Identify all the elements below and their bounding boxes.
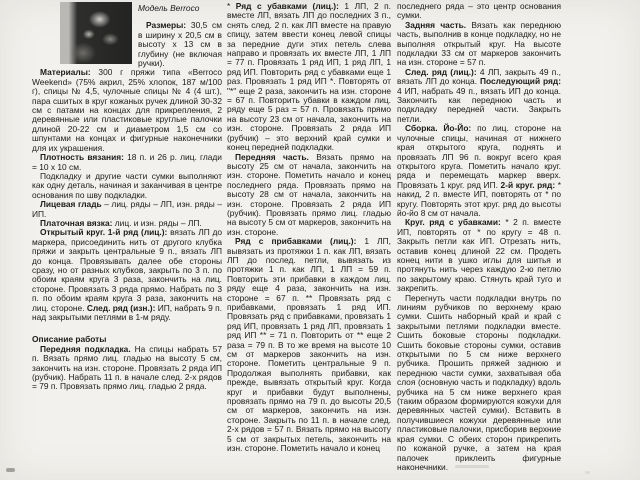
- photo-caption: Модель Berroco: [138, 3, 200, 13]
- column-3-text: [397, 2, 561, 472]
- paragraph: Открытый круг. 1-й ряд (лиц.): вязать ЛП до маркера, присоединить нить от другого клубка пряжи и закрыть центральные 9 п., вязать ЛП до конца. Провязывать далее обе стороны сразу, но от разных клубков, закрыть по 3 п. по обоим краям круга 3 раза, закончить на лиц. стороне. Провязать 3 ряда прямо. Набрать по 3 п. по обоим краям круга 3 раза, закончить на лиц. стороне. След. ряд (изн.): ИП, набрать 9 п. над закрытыми петлями в 1-м ряду.: [32, 227, 223, 322]
- paragraph: Круг. ряд с убавками: * 2 п. вместе ИП, повторять от * по кругу = 48 п. Закрыть петли как ИП. Отрезать нить, оставив конец длиной 22 см. Продеть конец нити в ушко иглы для шитья и протянуть нить через каждую 2-ю петлю по закрытому краю. Стянуть край туго и закрепить.: [397, 217, 561, 294]
- paragraph: След. ряд (лиц.): 4 ЛП, закрыть 49 п., вязать ЛП до конца. Последующий ряд: 4 ИП, набрать 49 п., вязать ИП до конца. Закончить как переднюю часть и подкладку передней части. Закрыть петли.: [397, 66, 562, 124]
- section-heading: Описание работы: [32, 334, 107, 345]
- column-3: [397, 2, 561, 472]
- paragraph: Передняя подкладка. На спицы набрать 57 п. Вязать прямо лиц. гладью на высоту 5 см, закончить на изн. стороне. Провязать 2 ряда ИП (рубчик). Набрать 11 п. в начале след. 2-х рядов = 79 п. Провязать прямо лиц. гладью 2 ряда.: [32, 343, 222, 392]
- scan-artifact: [455, 465, 489, 468]
- paragraph: Задняя часть. Вязать как переднюю часть, выполнив в конце подкладку, но не выполняя открытый круг. На высоте подкладки 33 см от маркеров закончить на изн. стороне = 57 п.: [397, 19, 561, 68]
- column-1-text: [32, 21, 222, 391]
- bag-photo: [60, 2, 132, 64]
- paragraph: * Ряд с убавками (лиц.): 1 ЛП, 2 п. вместе ЛП, вязать ЛП до последних 3 п., снять след. 2 п. как ЛП вместе на правую спицу, затем ввести конец левой спицы за передние дуги этих петель слева направо и провязать их вместе ЛП, 1 ЛП = 77 п. Провязать 1 ряд ИП, 1 ряд ЛП, 1 ряд ИП. Повторить ряд с убавками еще 1 раз. Провязать 1 ряд ИП *. Повторять от "*" еще 2 раза, закончить на изн. стороне = 67 п. Повторить убавки в каждом лиц. ряду еще 5 раз = 57 п. Провязать прямо на высоту 23 см от начала, закончить на изн. стороне. Провязать 2 ряда ИП (рубчик) – это верхний край сумки и конец передней подкладки.: [227, 1, 391, 153]
- paragraph: Материалы: 300 г пряжи типа «Berroco Weekend» (75% акрил, 25% хлопок, 187 м/100 г), спицы № 4,5, чулочные спицы № 4 (4 шт.), пара сшитых в круг кожаных ручек длиной 30-32 см с патами на концах для прикрепления, 2 деревянные или пластиковые круглые палочки длиной 20-22 см и диаметром 1,5 см со шпунтами на концах и фигурные наконечники для их украшения.: [32, 67, 222, 153]
- paragraph: Подкладку и другие части сумки выполняют как одну деталь, начиная и заканчивая в центре основания по шву подкладки.: [32, 170, 222, 200]
- paragraph: Перегнуть части подкладки внутрь по линиям рубчиков по верхнему краю сумки. Сшить наборный край и край с закрытыми петлями подкладки вместе. Сшить боковые стороны подкладки. Сшить боковые стороны сумки, оставив открытыми по 5 см ниже верхнего рубчика. Прошить пряжей заднюю и переднюю части сумки, захватывая оба слоя (основную часть и подкладку) вдоль рубчика на 5 см ниже верхнего края (таким образом формируются кожухи для деревянных частей сумки). Вставить в получившиеся кожухи деревянные или пластиковые палочки, присборив верхние края сумки. С обеих сторон прикрепить по кожаной ручке, а затем на края палочек приклеить фигурные наконечники.: [397, 292, 562, 472]
- paragraph: Передняя часть. Вязать прямо на высоту 25 см от начала, закончить на изн. стороне. Пометить начало и конец последнего ряда. Провязать прямо на высоту 28 см от начала, закончить на изн. стороне. Провязать 2 ряда ИП (рубчик). Провязать прямо лиц. гладью на высоту 5 см от маркеров, закончить на изн. стороне.: [227, 151, 391, 237]
- scan-artifact: [585, 471, 590, 474]
- column-2-text: [227, 2, 391, 454]
- paragraph: Размеры: 30,5 см в ширину x 20,5 см в высоту x 13 см в глубину (не включая ручки).: [138, 20, 222, 69]
- column-1: [32, 2, 222, 392]
- paragraph: Платочная вязка: лиц. и изн. ряды – ЛП.: [40, 217, 202, 228]
- paragraph: Сборка. Йо-Йо: по лиц. стороне на чулочные спицы, начиная от нижнего края открытого круга, поднять и провязать ЛП 96 п. вокруг всего края открытого круга. Пометить начало круг. ряда и перемещать маркер вверх. Провязать 1 круг. ряд ИП. 2-й круг. ряд: * накид, 2 п. вместе ИП, повторять от * по кругу. Повторять этот круг. ряд до высоты йо-йо 8 см от начала.: [397, 123, 561, 218]
- paragraph: Лицевая гладь – лиц. ряды – ЛП, изн. ряды – ИП.: [32, 199, 222, 219]
- paragraph: последнего ряда – это центр основания сумки.: [397, 1, 561, 21]
- column-2: [227, 2, 391, 454]
- paragraph: Ряд с прибавками (лиц.): 1 ЛП, вывязать из протяжки 1 п. как ЛП, вязать ЛП до послед. петли, вывязать из протяжки 1 п. как ЛП, 1 ЛП = 59 п. Повторить эти прибавки в каждом лиц. ряду еще 4 раза, закончить на изн. стороне = 67 п. ** Провязать ряд с прибавками, провязать 1 ряд ИП. Провязать ряд с прибавками, провязать 1 ряд ИП, провязать 1 ряд ЛП, провязать 1 ряд ИП ** = 71 п. Повторить от ** еще 2 раза = 79 п. В то же время на высоте 10 см от маркеров закончить на изн. стороне. Пометить центральные 9 п. Продолжая выполнять прибавки, как прежде, вывязать открытый круг. Когда круг и прибавки будут выполнены, провязать прямо на 79 п. до высоты 20,5 см от маркеров, закончить на изн. стороне. Закрыть по 11 п. в начале след. 2-х рядов = 57 п. Вязать прямо на высоту 5 см от закрытых петель, закончить на изн. стороне. Пометить начало и конец: [227, 236, 392, 454]
- scan-artifact: [6, 468, 15, 472]
- paragraph: Плотность вязания: 18 п. и 26 р. лиц. глади = 10 x 10 см.: [32, 152, 222, 172]
